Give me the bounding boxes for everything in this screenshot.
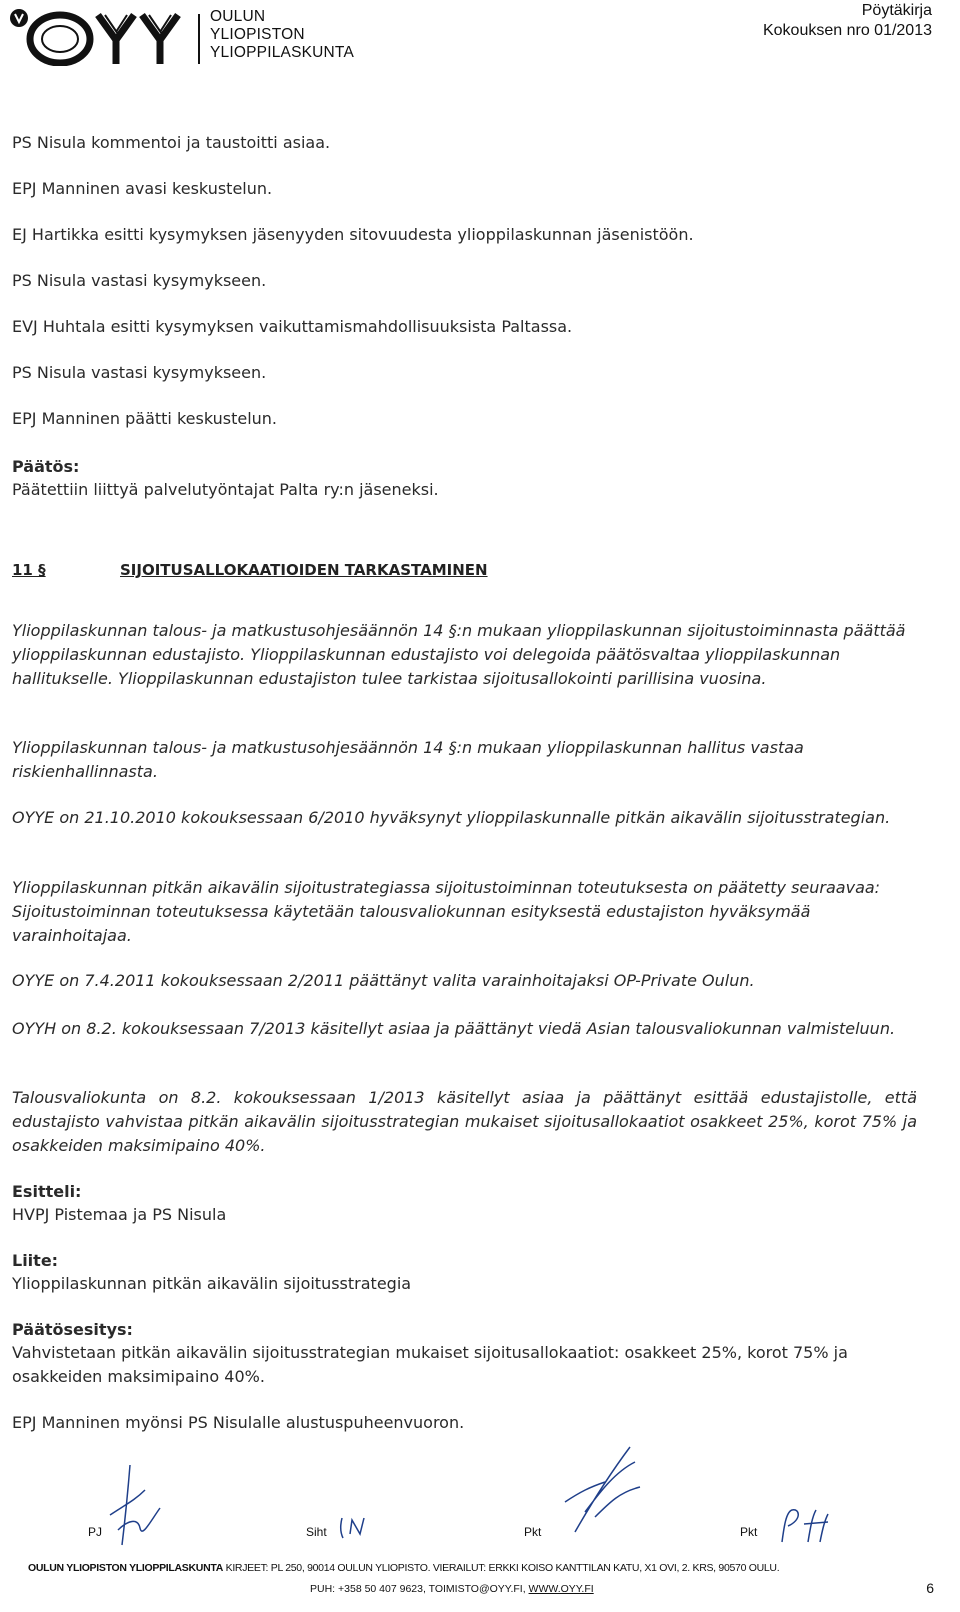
section-paragraph-6: OYYH on 8.2. kokouksessaan 7/2013 käsitellyt asiaa ja päättänyt viedä Asian talousvaliokunnan valmisteluun. bbox=[12, 1019, 896, 1038]
closing-text: EPJ Manninen myönsi PS Nisulalle alustuspuheenvuoron. bbox=[12, 1413, 465, 1432]
paragraph-4: PS Nisula vastasi kysymykseen. bbox=[12, 271, 267, 290]
attachment-label: Liite: bbox=[12, 1251, 59, 1270]
footer-address-line bbox=[28, 1562, 779, 1574]
paragraph-3: EJ Hartikka esitti kysymyksen jäsenyyden sitovuudesta ylioppilaskunnan jäsenistöön. bbox=[12, 225, 694, 244]
footer-contact: PUH: +358 50 407 9623, TOIMISTO@OYY.FI, bbox=[310, 1583, 526, 1595]
section-paragraph-5: OYYE on 7.4.2011 kokouksessaan 2/2011 päättänyt valita varainhoitajaksi OP-Private Oulun. bbox=[12, 971, 755, 990]
signature-pj bbox=[100, 1460, 170, 1550]
page-number: 6 bbox=[926, 1580, 934, 1596]
paragraph-5: EVJ Huhtala esitti kysymyksen vaikuttamismahdollisuuksista Paltassa. bbox=[12, 317, 573, 336]
signature-label-pkt-1: Pkt bbox=[524, 1525, 542, 1539]
org-line-1: OULUN bbox=[210, 8, 266, 25]
attachment-text: Ylioppilaskunnan pitkän aikavälin sijoitusstrategia bbox=[12, 1274, 412, 1293]
signature-pkt-1 bbox=[555, 1442, 645, 1542]
proposal-label: Päätösesitys: bbox=[12, 1320, 133, 1339]
decision-text: Päätettiin liittyä palvelutyöntajat Palta ry:n jäseneksi. bbox=[12, 480, 439, 499]
signature-label-pj: PJ bbox=[88, 1525, 103, 1539]
section-title: SIJOITUSALLOKAATIOIDEN TARKASTAMINEN bbox=[120, 561, 488, 579]
section-paragraph-1: Ylioppilaskunnan talous- ja matkustusohjesäännön 14 §:n mukaan ylioppilaskunnan sijoitustoiminnasta päättää ylioppilaskunnan edustajisto. Ylioppilaskunnan edustajisto voi delegoida päätösvaltaa ylioppilaskunnan hallitukselle. Ylioppilaskunnan edustajiston tulee tarkistaa sijoitusallokointi parillisina vuosina. bbox=[12, 621, 906, 688]
document-type: Pöytäkirja bbox=[861, 2, 932, 19]
footer-website-link[interactable]: WWW.OYY.FI bbox=[528, 1583, 594, 1595]
org-line-3: YLIOPPILASKUNTA bbox=[210, 44, 354, 61]
signature-pkt-2 bbox=[770, 1502, 840, 1552]
signature-siht bbox=[338, 1512, 378, 1542]
footer-org: OULUN YLIOPISTON YLIOPPILASKUNTA bbox=[28, 1562, 223, 1574]
section-paragraph-4: Ylioppilaskunnan pitkän aikavälin sijoitustrategiassa sijoitustoiminnan toteutuksesta on päätetty seuraavaa: Sijoitustoiminnan toteutuksessa käytetään talousvaliokunnan esityksestä edustajiston hyväksymää varainhoitajaa. bbox=[12, 878, 881, 945]
meeting-number: Kokouksen nro 01/2013 bbox=[762, 22, 932, 39]
presenter-text: HVPJ Pistemaa ja PS Nisula bbox=[12, 1205, 227, 1224]
footer-address: KIRJEET: PL 250, 90014 OULUN YLIOPISTO. VIERAILUT: ERKKI KOISO KANTTILAN KATU, X1 OVI, 2. KRS, 90570 OULU. bbox=[225, 1562, 780, 1574]
section-number: 11 § bbox=[12, 561, 46, 579]
signature-label-pkt-2: Pkt bbox=[740, 1525, 758, 1539]
decision-label: Päätös: bbox=[12, 457, 80, 476]
section-paragraph-7: Talousvaliokunta on 8.2. kokouksessaan 1/2013 käsitellyt asiaa ja päättänyt esittää edustajistolle, että edustajisto vahvistaa pitkän aikavälin sijoitusstrategian mukaiset sijoitusallokaatiot osakkeet 25%, korot 75% ja osakkeiden maksimipaino 40%. bbox=[12, 1088, 917, 1155]
paragraph-7: EPJ Manninen päätti keskustelun. bbox=[12, 409, 278, 428]
org-name bbox=[210, 8, 354, 62]
oyy-logo bbox=[8, 6, 218, 70]
oyy-logo-mark bbox=[8, 6, 218, 66]
paragraph-6: PS Nisula vastasi kysymykseen. bbox=[12, 363, 267, 382]
org-line-2: YLIOPISTON bbox=[210, 26, 305, 43]
paragraph-1: PS Nisula kommentoi ja taustoitti asiaa. bbox=[12, 133, 331, 152]
signature-label-siht: Siht bbox=[306, 1525, 327, 1539]
footer-contact-line bbox=[310, 1583, 594, 1595]
section-paragraph-3: OYYE on 21.10.2010 kokouksessaan 6/2010 hyväksynyt ylioppilaskunnalle pitkän aikavälin sijoitusstrategian. bbox=[12, 808, 891, 827]
paragraph-2: EPJ Manninen avasi keskustelun. bbox=[12, 179, 273, 198]
presenter-label: Esitteli: bbox=[12, 1182, 82, 1201]
proposal-text: Vahvistetaan pitkän aikavälin sijoitusstrategian mukaiset sijoitusallokaatiot: osakkeet 25%, korot 75% ja osakkeiden maksimipaino 40%. bbox=[12, 1343, 848, 1386]
section-paragraph-2: Ylioppilaskunnan talous- ja matkustusohjesäännön 14 §:n mukaan ylioppilaskunnan hallitus vastaa riskienhallinnasta. bbox=[12, 738, 804, 781]
